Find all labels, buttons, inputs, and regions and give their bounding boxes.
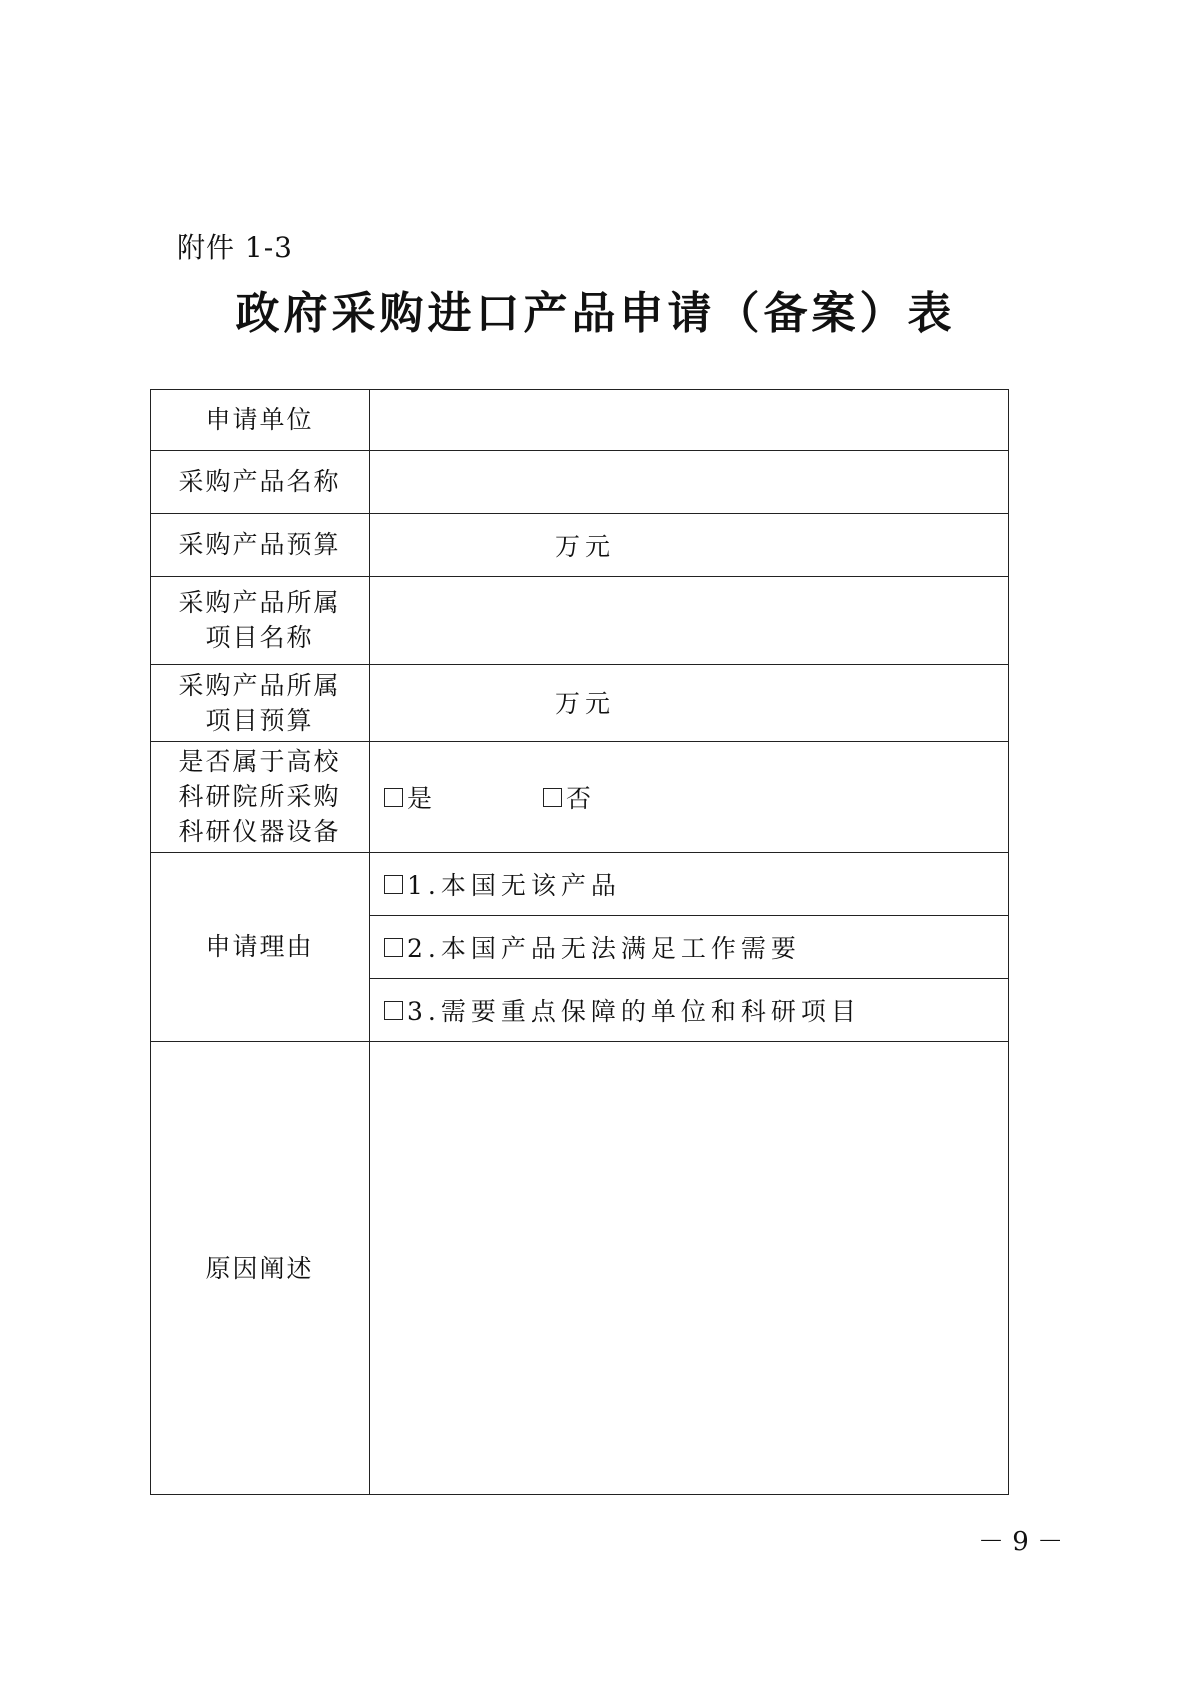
reason-3-checkbox[interactable] xyxy=(384,1001,403,1020)
reason-2-label: 2.本国产品无法满足工作需要 xyxy=(407,934,801,963)
reason-option-2 xyxy=(384,916,801,978)
reason-label: 申请理由 xyxy=(205,932,314,961)
product-name-field[interactable] xyxy=(370,451,1008,513)
reason-option-1 xyxy=(384,853,621,915)
product-name-label: 采购产品名称 xyxy=(178,467,341,496)
research-equipment-label-text: 是否属于高校科研院所采购科研仪器设备 xyxy=(178,747,341,846)
page-number: － 9 － xyxy=(978,1527,1064,1557)
explanation-label: 原因阐述 xyxy=(205,1253,314,1283)
project-name-label xyxy=(150,576,369,664)
research-equipment-label xyxy=(150,741,369,852)
project-name-label-text: 采购产品所属项目名称 xyxy=(178,588,341,652)
research-no-label: 否 xyxy=(566,784,597,813)
form-title: 政府采购进口产品申请（备案）表 xyxy=(235,288,956,339)
explanation-field[interactable] xyxy=(370,1042,1008,1494)
reason-2-checkbox[interactable] xyxy=(384,938,403,957)
research-yes-label: 是 xyxy=(407,784,438,813)
project-budget-label xyxy=(150,664,369,741)
applicant-field[interactable] xyxy=(370,390,1008,450)
reason-3-label: 3.需要重点保障的单位和科研项目 xyxy=(407,997,861,1026)
research-options-no xyxy=(543,742,596,852)
research-options xyxy=(384,742,437,852)
product-budget-unit: 万元 xyxy=(555,532,616,561)
reason-1-label: 1.本国无该产品 xyxy=(407,871,621,900)
project-budget-field[interactable] xyxy=(370,665,1008,741)
applicant-label: 申请单位 xyxy=(205,405,314,434)
reason-option-3 xyxy=(384,979,861,1041)
product-budget-field[interactable] xyxy=(370,514,1008,576)
reason-1-checkbox[interactable] xyxy=(384,875,403,894)
research-yes-checkbox[interactable] xyxy=(384,788,403,807)
attachment-label: 附件 1-3 xyxy=(177,231,293,264)
project-name-field[interactable] xyxy=(370,577,1008,664)
product-budget-label: 采购产品预算 xyxy=(178,530,341,559)
project-budget-label-text: 采购产品所属项目预算 xyxy=(178,670,341,735)
project-budget-unit: 万元 xyxy=(555,689,616,718)
research-no-checkbox[interactable] xyxy=(543,788,562,807)
